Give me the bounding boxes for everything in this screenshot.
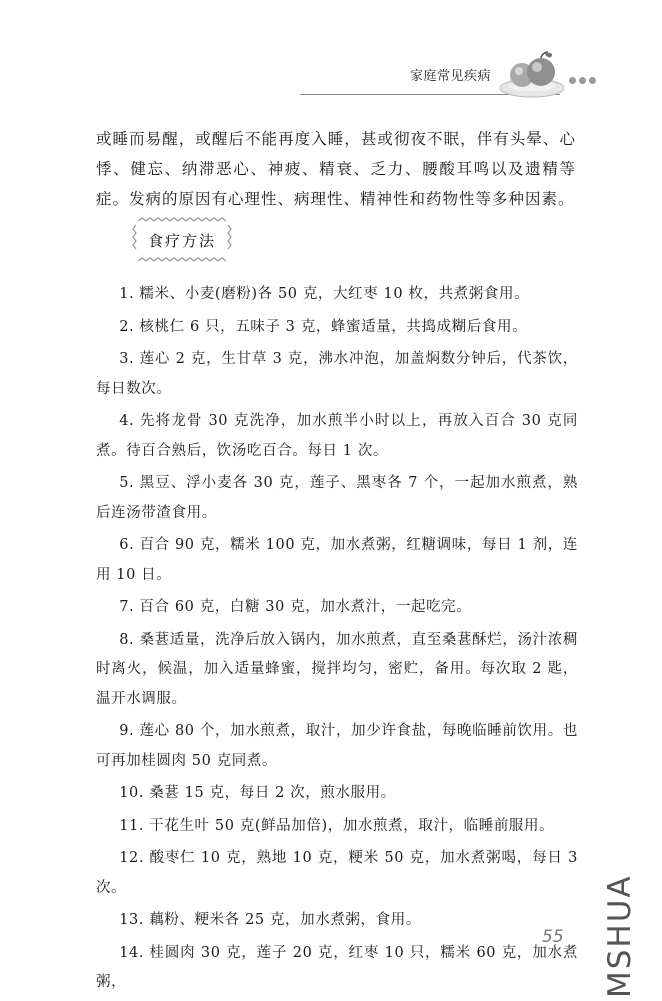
list-item: 10. 桑葚 15 克，每日 2 次，煎水服用。 (119, 785, 396, 801)
list-item: 11. 干花生叶 50 克(鲜品加倍)，加水煎煮，取汁，临睡前服用。 (119, 817, 555, 834)
page-number: 55 (542, 927, 564, 947)
running-header (0, 42, 662, 106)
list-item: 3. 莲心 2 克，生甘草 3 克，沸水冲泡，加盖焖数分钟后，代茶饮，每日数次。 (96, 351, 578, 397)
list-item: 12. 酸枣仁 10 克，熟地 10 克，粳米 50 克，加水煮粥喝，每日 3 次。 (96, 850, 578, 896)
remedy-list (96, 280, 578, 998)
list-item: 4. 先将龙骨 30 克洗净，加水煎半小时以上，再放入百合 30 克同煮。待百合熟后，饮汤吃百合。每日 1 次。 (96, 413, 578, 459)
watermark: MSHUA (602, 874, 638, 998)
intro-paragraph: 或睡而易醒，或醒后不能再度入睡，甚或彻夜不眠，伴有头晕、心悸、健忘、纳滞恶心、神疲、精衰、乏力、腰酸耳鸣以及遗精等症。发病的原因有心理性、病理性、精神性和药物性等多种因素。 (96, 130, 576, 208)
section-title: 食疗方法 (147, 232, 216, 250)
list-item: 14. 桂圆肉 30 克，莲子 20 克，红枣 10 只，糯米 60 克，加水煮粥， (96, 944, 578, 990)
list-item: 8. 桑葚适量，洗净后放入锅内，加水煎煮，直至桑葚酥烂，汤汁浓稠时离火，候温，加入适量蜂蜜，搅拌均匀，密贮，备用。每次取 2 匙，温开水调服。 (96, 631, 578, 707)
list-item: 13. 藕粉、粳米各 25 克，加水煮粥，食用。 (119, 912, 421, 928)
list-item: 9. 莲心 80 个，加水煎煮，取汁，加少许食盐，每晚临睡前饮用。也可再加桂圆肉 50 克同煮。 (96, 723, 578, 769)
dots-decoration-icon (569, 69, 599, 88)
list-item: 7. 百合 60 克，白糖 30 克，加水煮汁，一起吃完。 (119, 599, 472, 615)
section-heading (130, 215, 234, 265)
list-item: 1. 糯米、小麦(磨粉)各 50 克，大红枣 10 枚，共煮粥食用。 (119, 286, 530, 302)
list-item: 5. 黑豆、浮小麦各 30 克，莲子、黑枣各 7 个，一起加水煎煮，熟后连汤带渣食用。 (96, 475, 578, 521)
list-item: 2. 核桃仁 6 只，五味子 3 克，蜂蜜适量，共捣成糊后食用。 (119, 318, 528, 335)
header-title: 家庭常见疾病 (410, 69, 492, 84)
list-item: 6. 百合 90 克，糯米 100 克，加水煮粥，红糖调味，每日 1 剂，连用 10 日。 (96, 537, 578, 583)
fruit-plate-icon (498, 48, 566, 100)
intro-paragraph-block (96, 124, 576, 214)
